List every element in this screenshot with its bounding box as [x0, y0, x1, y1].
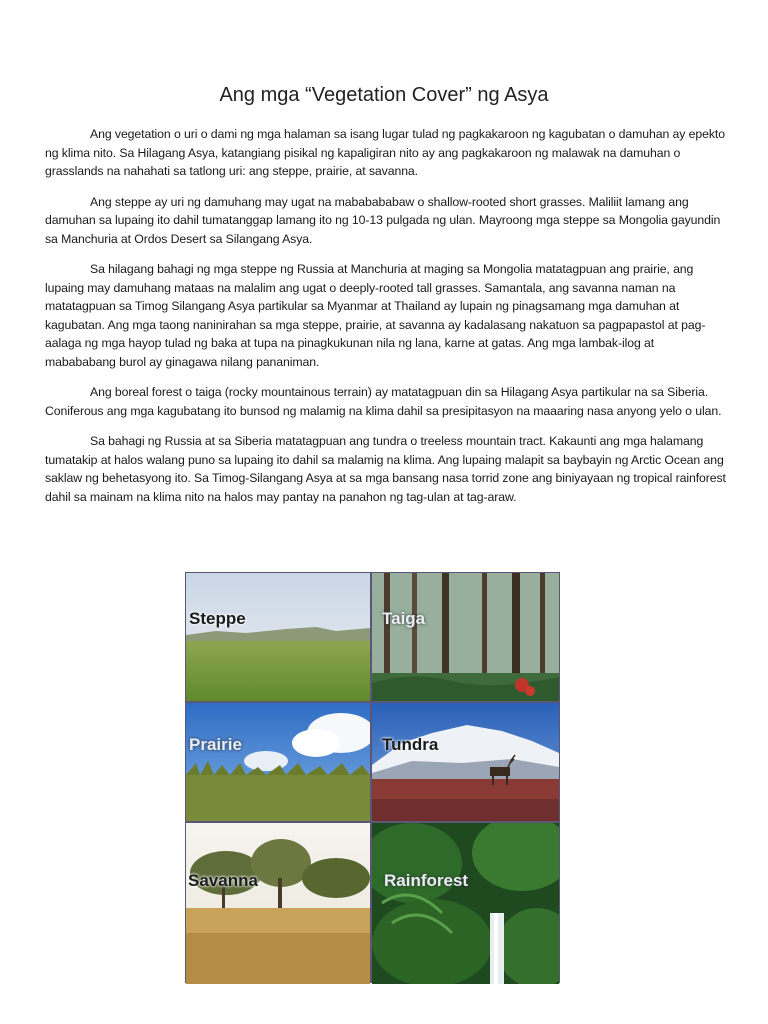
- savanna-label: Savanna: [188, 871, 258, 890]
- body-text: [45, 125, 727, 518]
- paragraph-5: Sa bahagi ng Russia at sa Siberia matatagpuan ang tundra o treeless mountain tract. Kakaunti ang mga halamang tumatakip at halos walang puno sa lupaing ito dahil sa malamig na klima. Ang lupaing malapit sa baybayin ng Arctic Ocean ang saklaw ng behetasyong ito. Sa Timog-Silangang Asya at sa mga bansang nasa torrid zone ang biniyayaan ng tropical rainforest dahil sa mainam na klima nito na halos may pantay na panahon ng tag-ulan at tag-araw.: [45, 434, 726, 504]
- tundra-photo: [372, 703, 559, 821]
- paragraph-1: Ang vegetation o uri o dami ng mga halaman sa isang lugar tulad ng pagkakaroon ng kagubatan o damuhan ay epekto ng klima nito. Sa Hilagang Asya, katangiang pisikal ng kapaligiran nito ay ang pagkakaroon ng malawak na damuhan o grasslands na nahahati sa tatlong uri: ang steppe, prairie, at savanna.: [45, 127, 725, 178]
- rainforest-photo: [372, 823, 559, 984]
- paragraph-3: Sa hilagang bahagi ng mga steppe ng Russia at Manchuria at maging sa Mongolia matatagpuan ang prairie, ang lupaing may damuhang mataas na malalim ang ugat o deeply-rooted tall grasses. Samantala, ang savanna naman na matatagpuan sa Timog Silangang Asya partikular sa Myanmar at Thailand ay lupain ng pinagsamang mga damuhan at kagubatan. Ang mga taong naninirahan sa mga steppe, prairie, at savanna ay kadalasang nakatuon sa pagpapastol at pag-aalaga ng mga hayop tulad ng baka at tupa na pinagkukunan nila ng lana, karne at gatas. Ang mga lambak-ilog at mabababang burol ay ginagawa nilang pananiman.: [45, 262, 706, 369]
- prairie-photo: [186, 703, 370, 821]
- taiga-photo: [372, 573, 559, 701]
- taiga-label: Taiga: [382, 609, 426, 628]
- page-title: Ang mga “Vegetation Cover” ng Asya: [219, 84, 549, 106]
- tundra-label: Tundra: [382, 735, 439, 754]
- paragraph-2: Ang steppe ay uri ng damuhang may ugat na mababababaw o shallow-rooted short grasses. Maliliit lamang ang damuhan sa lupaing ito dahil tumatanggap lamang ito ng 10-13 pulgada ng ulan. Mayroong mga steppe sa Mongolia gayundin sa Manchuria at Ordos Desert sa Silangang Asya.: [45, 194, 721, 246]
- rainforest-label: Rainforest: [384, 871, 469, 890]
- prairie-label: Prairie: [189, 735, 242, 754]
- paragraph-4: Ang boreal forest o taiga (rocky mountainous terrain) ay matatagpuan din sa Hilagang Asya partikular na sa Siberia. Coniferous ang mga kagubatang ito bunsod ng malamig na klima dahil sa presipitasyon na maaaring nasa anyong yelo o ulan.: [45, 385, 722, 418]
- vegetation-image-grid: [185, 572, 560, 983]
- steppe-label: Steppe: [189, 609, 246, 628]
- steppe-photo: [186, 573, 370, 701]
- savanna-photo: [186, 823, 370, 984]
